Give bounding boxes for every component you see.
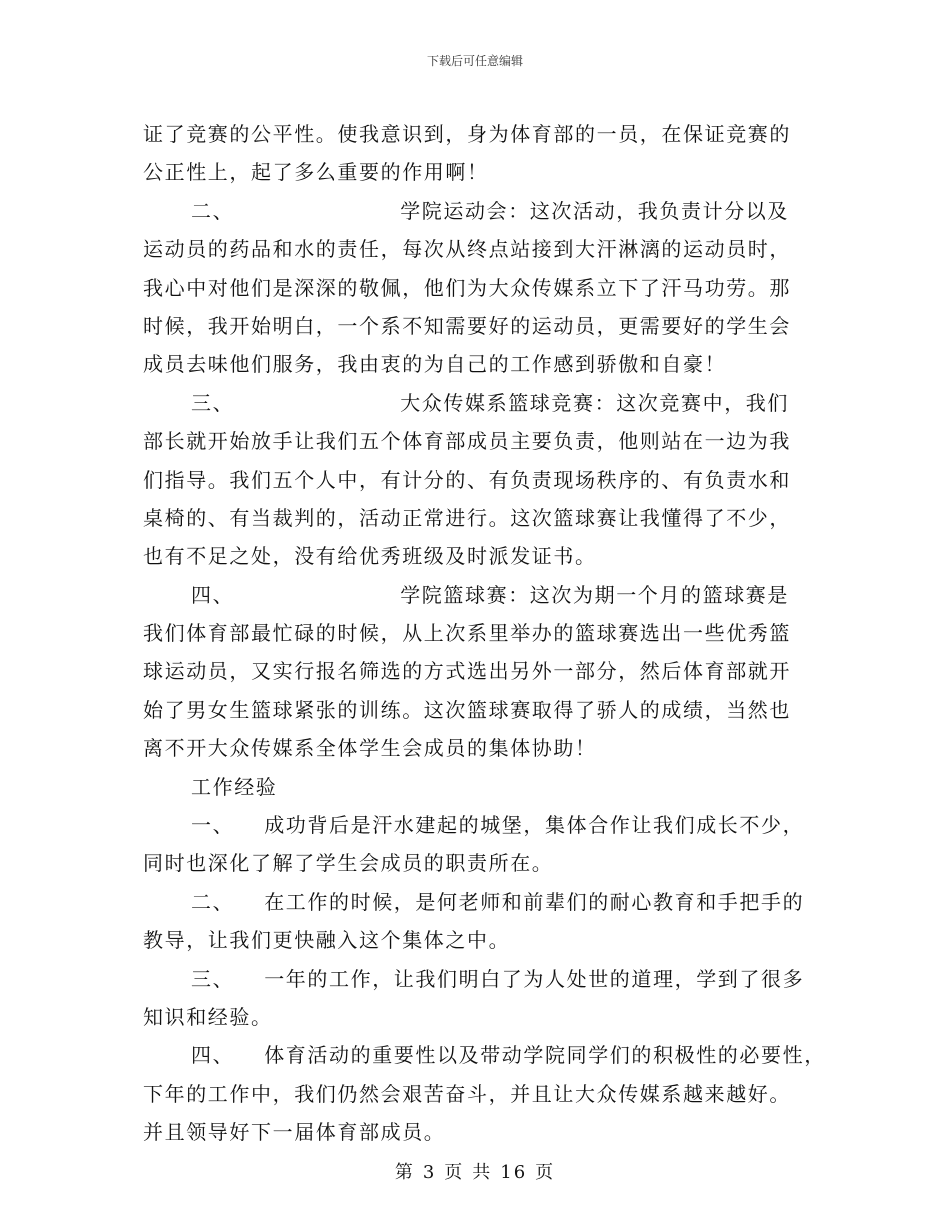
text-span: 学院篮球赛：这次为期一个月的篮球赛是 <box>400 582 790 607</box>
text-span: 体育活动的重要性以及带动学院同学们的积极性的必要性， <box>264 1043 826 1068</box>
text-span: 成功背后是汗水建起的城堡，集体合作让我们成长不少， <box>264 813 805 838</box>
text-line: 成员去味他们服务，我由衷的为自己的工作感到骄傲和自豪！ <box>143 352 727 377</box>
text-span: 学院运动会：这次活动，我负责计分以及 <box>400 198 790 223</box>
item-number: 二、 <box>191 198 235 223</box>
text-line: 同时也深化了解了学生会成员的职责所在。 <box>143 851 554 876</box>
text-span: 一年的工作，让我们明白了为人处世的道理，学到了很多 <box>264 966 805 991</box>
text-line: 始了男女生篮球紧张的训练。这次篮球赛取得了骄人的成绩，当然也 <box>143 697 791 722</box>
item-number: 一、 <box>191 813 235 838</box>
page-label: 第 <box>394 1162 415 1183</box>
list-item-heading <box>143 960 813 998</box>
item-number: 二、 <box>191 889 235 914</box>
text-line: 证了竞赛的公平性。使我意识到，身为体育部的一员，在保证竞赛的 <box>143 122 791 146</box>
total-label: 共 <box>472 1162 493 1183</box>
list-item-heading <box>143 806 813 844</box>
text-line: 教导，让我们更快融入这个集体之中。 <box>143 928 511 953</box>
text-line: 桌椅的、有当裁判的，活动正常进行。这次篮球赛让我懂得了不少， <box>143 505 791 530</box>
list-item-heading <box>143 192 813 230</box>
text-line: 球运动员，又实行报名筛选的方式选出另外一部分，然后体育部就开 <box>143 659 791 684</box>
total-pages: 16 <box>500 1162 528 1183</box>
total-unit: 页 <box>535 1162 556 1183</box>
text-span: 大众传媒系篮球竞赛：这次竞赛中，我们 <box>400 390 790 415</box>
item-number: 三、 <box>191 966 235 991</box>
item-number: 四、 <box>191 582 235 607</box>
text-line: 运动员的药品和水的责任，每次从终点站接到大汗淋漓的运动员时， <box>143 237 791 262</box>
text-line: 也有不足之处，没有给优秀班级及时派发证书。 <box>143 544 597 569</box>
text-span: 在工作的时候，是何老师和前辈们的耐心教育和手把手的 <box>264 889 805 914</box>
text-line: 时候，我开始明白，一个系不知需要好的运动员，更需要好的学生会 <box>143 313 791 338</box>
text-line: 们指导。我们五个人中，有计分的、有负责现场秩序的、有负责水和 <box>143 467 791 492</box>
document-body <box>143 115 826 1152</box>
list-item-heading <box>143 1036 826 1074</box>
page-footer <box>0 1158 950 1184</box>
section-heading: 工作经验 <box>191 774 278 799</box>
item-number: 三、 <box>191 390 235 415</box>
list-item-heading <box>143 883 813 921</box>
text-line: 离不开大众传媒系全体学生会成员的集体协助！ <box>143 736 597 761</box>
text-line: 并且领导好下一届体育部成员。 <box>143 1120 446 1145</box>
page-number: 3 <box>422 1162 437 1183</box>
text-line: 我心中对他们是深深的敬佩，他们为大众传媒系立下了汗马功劳。那 <box>143 275 791 300</box>
text-line: 部长就开始放手让我们五个体育部成员主要负责，他则站在一边为我 <box>143 429 791 454</box>
text-line: 公正性上，起了多么重要的作用啊！ <box>143 160 489 185</box>
item-number: 四、 <box>191 1043 235 1068</box>
page-header: 下载后可任意编辑 <box>426 54 523 68</box>
text-line: 知识和经验。 <box>143 1004 273 1029</box>
page-unit: 页 <box>444 1162 465 1183</box>
text-line: 下年的工作中，我们仍然会艰苦奋斗，并且让大众传媒系越来越好。 <box>143 1081 791 1106</box>
list-item-heading <box>143 576 813 614</box>
list-item-heading <box>143 384 813 422</box>
text-line: 我们体育部最忙碌的时候，从上次系里举办的篮球赛选出一些优秀篮 <box>143 621 791 646</box>
